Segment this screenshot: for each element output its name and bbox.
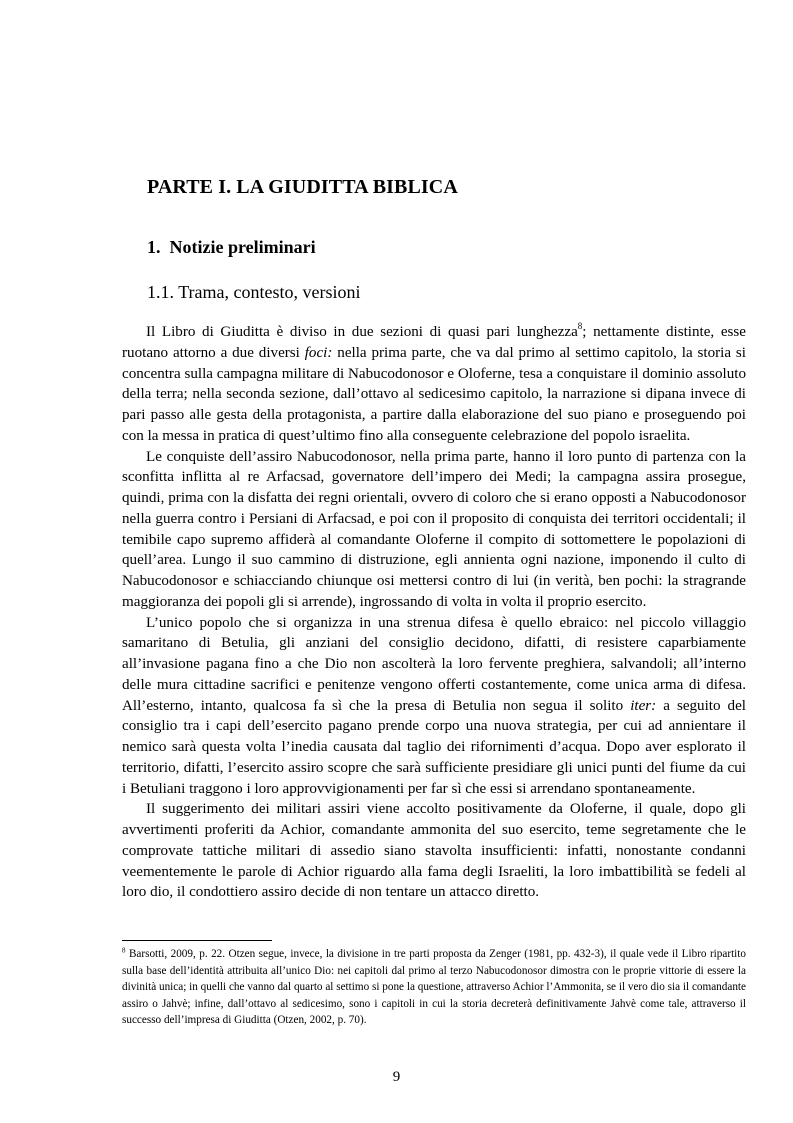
paragraph-3-text-b: a seguito del consiglio tra i capi dell’esercito pagano prende corpo una nuova strategia, per cui ad annientare il nemico sarà questa volta l’inedia causata dal taglio dei rifornimenti d’acqua. Dopo aver esplorato il territorio, difatti, l’esercito assiro scopre che sarà sufficiente presidiare gli unici punti del fiume da cui i Betuliani traggono i loro approvvigionamenti per far sì che essi si arrendano spontaneamente. <box>122 697 746 797</box>
footnote-separator <box>122 940 272 941</box>
footnote-number: 8 <box>122 946 126 955</box>
paragraph-3-italic-iter: iter: <box>630 697 657 714</box>
paragraph-1-text-c: nella prima parte, che va dal primo al settimo capitolo, la storia si concentra sulla campagna militare di Nabucodonosor e Oloferne, tesa a conquistare il dominio assoluto della terra; nella seconda sezione, dall’ottavo al sedicesimo capitolo, la narrazione si dipana invece di pari passo alle gesta della protagonista, a partire dalla elaborazione del suo piano e proseguendo poi con la messa in pratica di quest’ultimo fino alla conseguente celebrazione del popolo israelita. <box>122 344 746 444</box>
chapter-number: 1. <box>147 237 161 257</box>
footnote-text: Barsotti, 2009, p. 22. Otzen segue, invece, la divisione in tre parti proposta da Zenger (1981, pp. 432-3), il quale vede il Libro ripartito sulla base dell’identità attribuita all’unico Dio: nei capitoli dal primo al terzo Nabucodonosor dimostra con le proprie vittorie di essere la divinità unica; in quelli che vanno dal quarto al settimo si pone la questione, attraverso Achior l’Ammonita, se il vero dio sia il comandante assiro o Jahvè; infine, dall’ottavo al sedicesimo, sono i capitoli in cui la storia decreterà definitivamente Jahvè come tale, attraverso il successo dell’impresa di Giuditta (Otzen, 2002, p. 70). <box>122 948 746 1027</box>
body-text <box>122 322 746 903</box>
paragraph-4: Il suggerimento dei militari assiri viene accolto positivamente da Oloferne, il quale, dopo gli avvertimenti proferiti da Achior, comandante ammonita del suo esercito, teme segretamente che le comprovate tattiche militari di assedio siano stavolta insufficienti: infatti, nonostante condanni veementemente le parole di Achior riguardo alla fama degli Israeliti, la loro imbattibilità se fedeli al loro dio, il condottiero assiro decide di non tentare un attacco diretto. <box>122 801 746 901</box>
part-title: PARTE I. LA GIUDITTA BIBLICA <box>147 176 458 198</box>
chapter-title: Notizie preliminari <box>169 237 316 257</box>
page-number: 9 <box>392 1069 401 1085</box>
footnote-reference: 8 <box>577 320 583 331</box>
chapter-heading <box>147 237 316 258</box>
section-heading <box>147 282 361 303</box>
section-number: 1.1. <box>147 282 174 302</box>
paragraph-1-text-b: ; nettamente distinte, esse ruotano attorno a due diversi <box>122 324 746 361</box>
paragraph-2: Le conquiste dell’assiro Nabucodonosor, nella prima parte, hanno il loro punto di partenza con la sconfitta inflitta al re Arfacsad, governatore dell’impero dei Medi; la campagna assira prosegue, quindi, prima con la disfatta dei regni orientali, ovvero di coloro che si erano opposti a Nabucodonosor nella guerra contro i Persiani di Arfacsad, e poi con il proposito di conquista dei territori occidentali; il temibile capo supremo affiderà al comandante Oloferne il compito di sottomettere le popolazioni di quell’area. Lungo il suo cammino di distruzione, egli annienta ogni nazione, imponendo il culto di Nabucodonosor e schiacciando chiunque osi mettersi contro di lui (in verità, ben pochi: la stragrande maggioranza dei popoli gli si arrende), ingrossando di volta in volta il proprio esercito. <box>122 448 746 610</box>
paragraph-3-text-a: L’unico popolo che si organizza in una strenua difesa è quello ebraico: nel piccolo villaggio samaritano di Betulia, gli anziani del consiglio decidono, difatti, di resistere caparbiamente all’invasione pagana fino a che Dio non ascolterà la loro fervente preghiera, salvandoli; all’interno delle mura cittadine sacrifici e penitenze vengono offerti costantemente, come unica arma di difesa. All’esterno, intanto, qualcosa fa sì che la presa di Betulia non segua il solito <box>122 614 746 714</box>
paragraph-3 <box>122 613 746 800</box>
footnote <box>122 946 746 1029</box>
paragraph-1 <box>122 322 746 447</box>
paragraph-1-italic-foci: foci: <box>304 344 333 361</box>
section-title: Trama, contesto, versioni <box>178 282 361 302</box>
paragraph-1-text-a: Il Libro di Giuditta è diviso in due sezioni di quasi pari lunghezza <box>146 324 578 340</box>
